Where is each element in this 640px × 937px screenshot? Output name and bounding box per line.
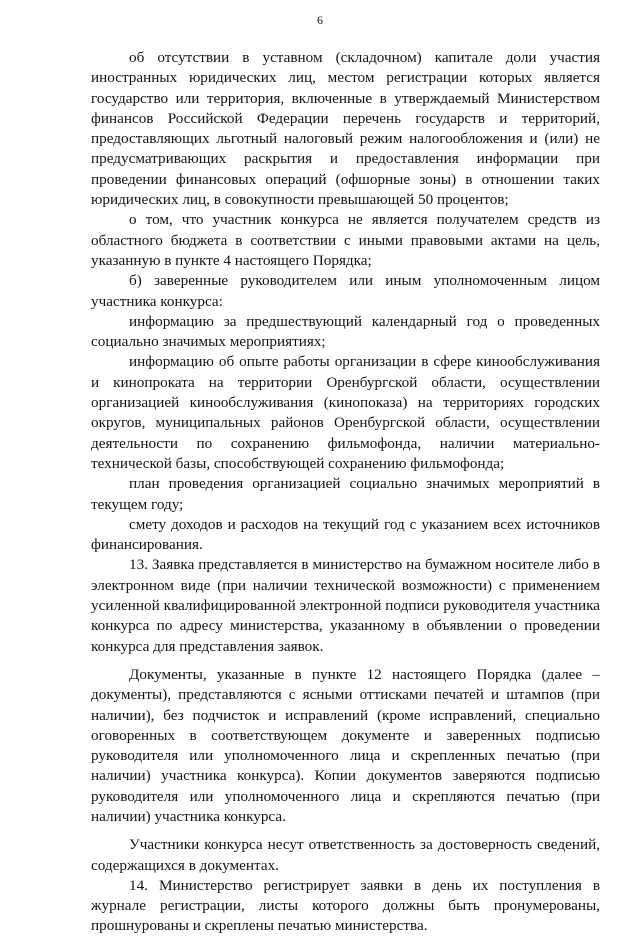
paragraph-certified-documents: б) заверенные руководителем или иным уполномоченным лицом участника конкурса: bbox=[91, 272, 600, 310]
page-number: 6 bbox=[317, 13, 323, 27]
paragraph-events-plan: план проведения организацией социально значимых мероприятий в текущем году; bbox=[91, 475, 600, 513]
document-body bbox=[91, 48, 600, 937]
paragraph-responsibility: Участники конкурса несут ответственность за достоверность сведений, содержащихся в документах. bbox=[91, 836, 600, 874]
paragraph-item-14: 14. Министерство регистрирует заявки в день их поступления в журнале регистрации, листы которого должны быть пронумерованы, прошнурованы и скреплены печатью министерства. bbox=[91, 876, 600, 935]
paragraph-budget-estimate: смету доходов и расходов на текущий год с указанием всех источников финансирования. bbox=[91, 515, 600, 554]
paragraph-events-info: информацию за предшествующий календарный год о проведенных социально значимых мероприятиях; bbox=[91, 312, 600, 351]
paragraph-experience-info: информацию об опыте работы организации в сфере кинообслуживания и кинопроката на территории Оренбургской области, осуществлении организацией кинообслуживания (кинопоказа) на территориях городских округов, муниципальных районов Оренбургской области, осуществлении деятельности по сохранению фильмофонда, наличии материально-технической базы, способствующей сохранению фильмофонда; bbox=[91, 353, 600, 472]
paragraph-documents-requirements: Документы, указанные в пункте 12 настоящего Порядка (далее – документы), представляются с ясными оттисками печатей и штампов (при наличии), без подчисток и исправлений (кроме исправлений, специально оговоренных в соответствующем документе и заверенных подписью руководителя или уполномоченного лица и скрепленных печатью (при наличии) участника конкурса). Копии документов заверяются подписью руководителя или уполномоченного лица и скрепляются печатью (при наличии) участника конкурса. bbox=[91, 665, 600, 825]
paragraph-item-13: 13. Заявка представляется в министерство на бумажном носителе либо в электронном виде (при наличии технической возможности) с применением усиленной квалифицированной электронной подписи руководителя участника конкурса по адресу министерства, указанному в объявлении о проведении конкурса для представления заявок. bbox=[91, 556, 600, 655]
paragraph-offshore-share: об отсутствии в уставном (складочном) капитале доли участия иностранных юридических лиц, местом регистрации которых является государство или территория, включенные в утверждаемый Министерством финансов Российской Федерации перечень государств и территорий, предоставляющих льготный налоговый режим налогообложения и (или) не предусматривающих раскрытия и предоставления информации при проведении финансовых операций (офшорные зоны) в отношении таких юридических лиц, в совокупности превышающей 50 процентов; bbox=[91, 49, 600, 209]
paragraph-no-budget-funds: о том, что участник конкурса не является получателем средств из областного бюджета в соответствии с иными правовыми актами на цель, указанную в пункте 4 настоящего Порядка; bbox=[91, 211, 600, 269]
